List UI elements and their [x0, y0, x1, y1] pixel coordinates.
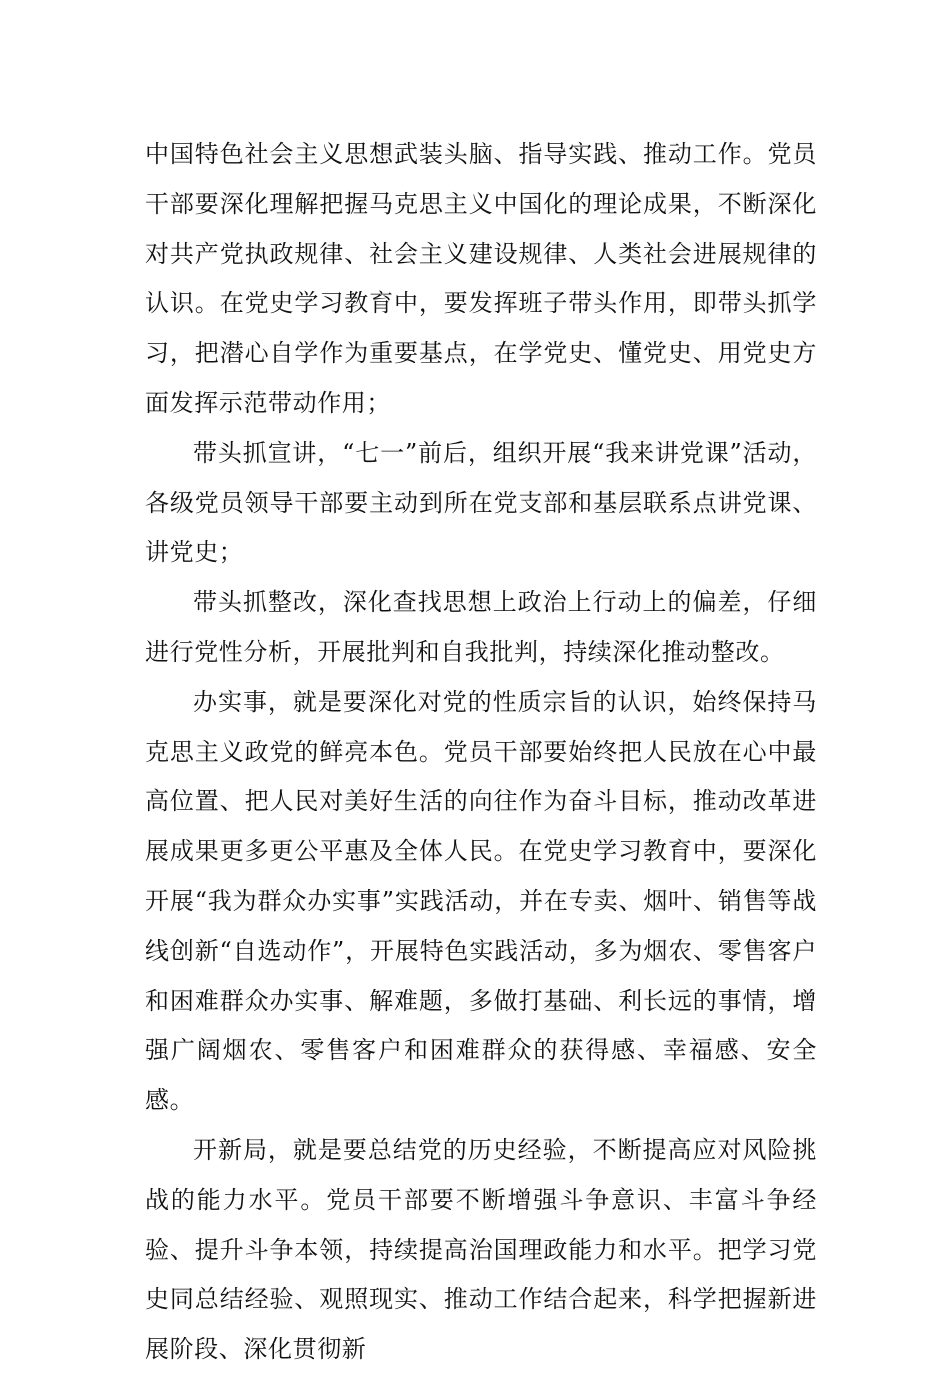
paragraph-continuation: 中国特色社会主义思想武装头脑、指导实践、推动工作。党员干部要深化理解把握马克思主义中国化的理论成果，不断深化对共产党执政规律、社会主义建设规律、人类社会进展规律的认识。在党史学习教育中，要发挥班子带头作用，即带头抓学习，把潜心自学作为重要基点，在学党史、懂党史、用党史方面发挥示范带动作用； — [145, 140, 817, 417]
paragraph-practical-deeds: 办实事，就是要深化对党的性质宗旨的认识，始终保持马克思主义政党的鲜亮本色。党员干部要始终把人民放在心中最高位置、把人民对美好生活的向往作为奋斗目标，推动改革进展成果更多更公平惠及全体人民。在党史学习教育中，要深化开展“我为群众办实事”实践活动，并在专卖、烟叶、销售等战线创新“自选动作”，开展特色实践活动，多为烟农、零售客户和困难群众办实事、解难题，多做打基础、利长远的事情，增强广阔烟农、零售客户和困难群众的获得感、幸福感、安全感。 — [145, 687, 817, 1115]
paragraph-lead-rectification: 带头抓整改，深化查找思想上政治上行动上的偏差，仔细进行党性分析，开展批判和自我批判，持续深化推动整改。 — [145, 588, 817, 666]
document-body — [145, 130, 817, 1375]
paragraph-new-situation: 开新局，就是要总结党的历史经验，不断提高应对风险挑战的能力水平。党员干部要不断增强斗争意识、丰富斗争经验、提升斗争本领，持续提高治国理政能力和水平。把学习党史同总结经验、观照现实、推动工作结合起来，科学把握新进展阶段、深化贯彻新 — [145, 1135, 817, 1364]
paragraph-lead-propaganda: 带头抓宣讲，“七一”前后，组织开展“我来讲党课”活动，各级党员领导干部要主动到所在党支部和基层联系点讲党课、讲党史； — [145, 438, 817, 567]
